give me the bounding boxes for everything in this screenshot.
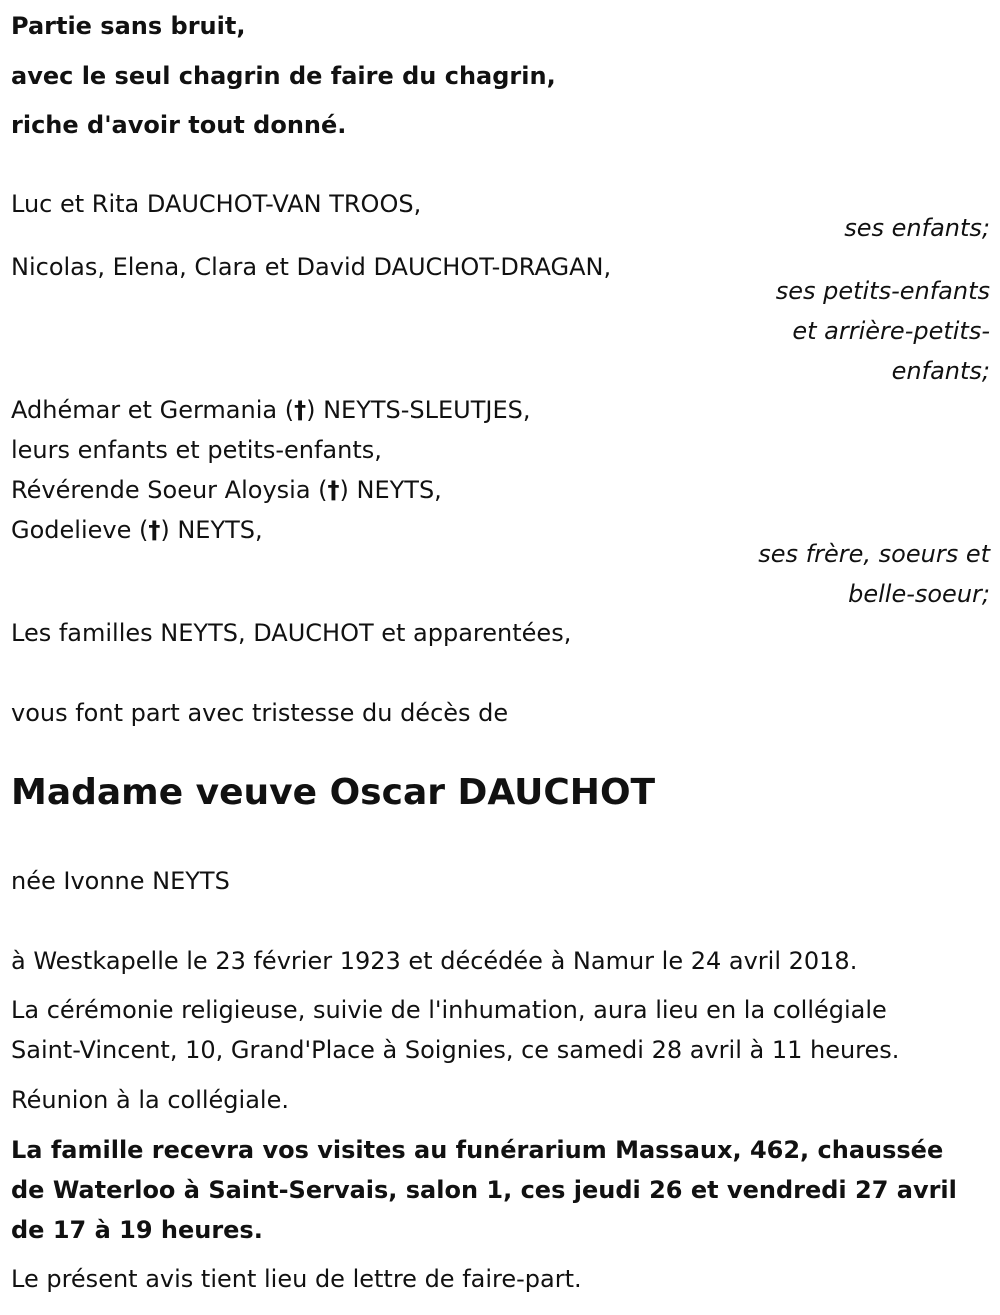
children-role: ses enfants; — [844, 214, 990, 242]
ceremony-line-2: Saint-Vincent, 10, Grand'Place à Soignies, ce samedi 28 avril à 11 heures. — [11, 1036, 900, 1064]
sibling-line-3 — [11, 470, 442, 510]
sibling-1-before: Adhémar et Germania ( — [11, 396, 295, 424]
families-line: Les familles NEYTS, DAUCHOT et apparentées, — [11, 619, 572, 647]
grandchildren-role-1: ses petits-enfants — [775, 277, 990, 305]
visits-line-1: La famille recevra vos visites au funérarium Massaux, 462, chaussée — [11, 1136, 944, 1164]
sibling-3-before: Révérende Soeur Aloysia ( — [11, 476, 328, 504]
meeting-line: Réunion à la collégiale. — [11, 1086, 289, 1114]
poem-line-3: riche d'avoir tout donné. — [11, 111, 347, 139]
grandchildren-role-3: enfants; — [891, 357, 990, 385]
sibling-1-after: ) NEYTS-SLEUTJES, — [306, 396, 531, 424]
announcement: vous font part avec tristesse du décès de — [11, 699, 509, 727]
born-name: née Ivonne NEYTS — [11, 867, 230, 895]
ceremony-line-1: La cérémonie religieuse, suivie de l'inhumation, aura lieu en la collégiale — [11, 996, 887, 1024]
sibling-line-1 — [11, 390, 531, 430]
sibling-line-2: leurs enfants et petits-enfants, — [11, 436, 382, 464]
children-names: Luc et Rita DAUCHOT-VAN TROOS, — [11, 190, 422, 218]
sibling-4-after: ) NEYTS, — [160, 516, 263, 544]
sibling-4-before: Godelieve ( — [11, 516, 149, 544]
notice-line: Le présent avis tient lieu de lettre de faire-part. — [11, 1265, 582, 1293]
grandchildren-role-2: et arrière-petits- — [792, 317, 990, 345]
poem-line-1: Partie sans bruit, — [11, 12, 246, 40]
sibling-3-after: ) NEYTS, — [339, 476, 442, 504]
visits-line-2: de Waterloo à Saint-Servais, salon 1, ces jeudi 26 et vendredi 27 avril — [11, 1176, 957, 1204]
poem-line-2: avec le seul chagrin de faire du chagrin, — [11, 62, 556, 90]
deceased-name: Madame veuve Oscar DAUCHOT — [11, 772, 656, 813]
cross-icon: † — [294, 396, 307, 424]
siblings-role-2: belle-soeur; — [848, 580, 990, 608]
cross-icon: † — [327, 476, 340, 504]
sibling-line-4 — [11, 510, 263, 550]
grandchildren-names: Nicolas, Elena, Clara et David DAUCHOT-DRAGAN, — [11, 253, 612, 281]
visits-line-3: de 17 à 19 heures. — [11, 1216, 263, 1244]
dates-line: à Westkapelle le 23 février 1923 et décédée à Namur le 24 avril 2018. — [11, 947, 858, 975]
cross-icon: † — [148, 516, 161, 544]
siblings-role-1: ses frère, soeurs et — [758, 540, 990, 568]
